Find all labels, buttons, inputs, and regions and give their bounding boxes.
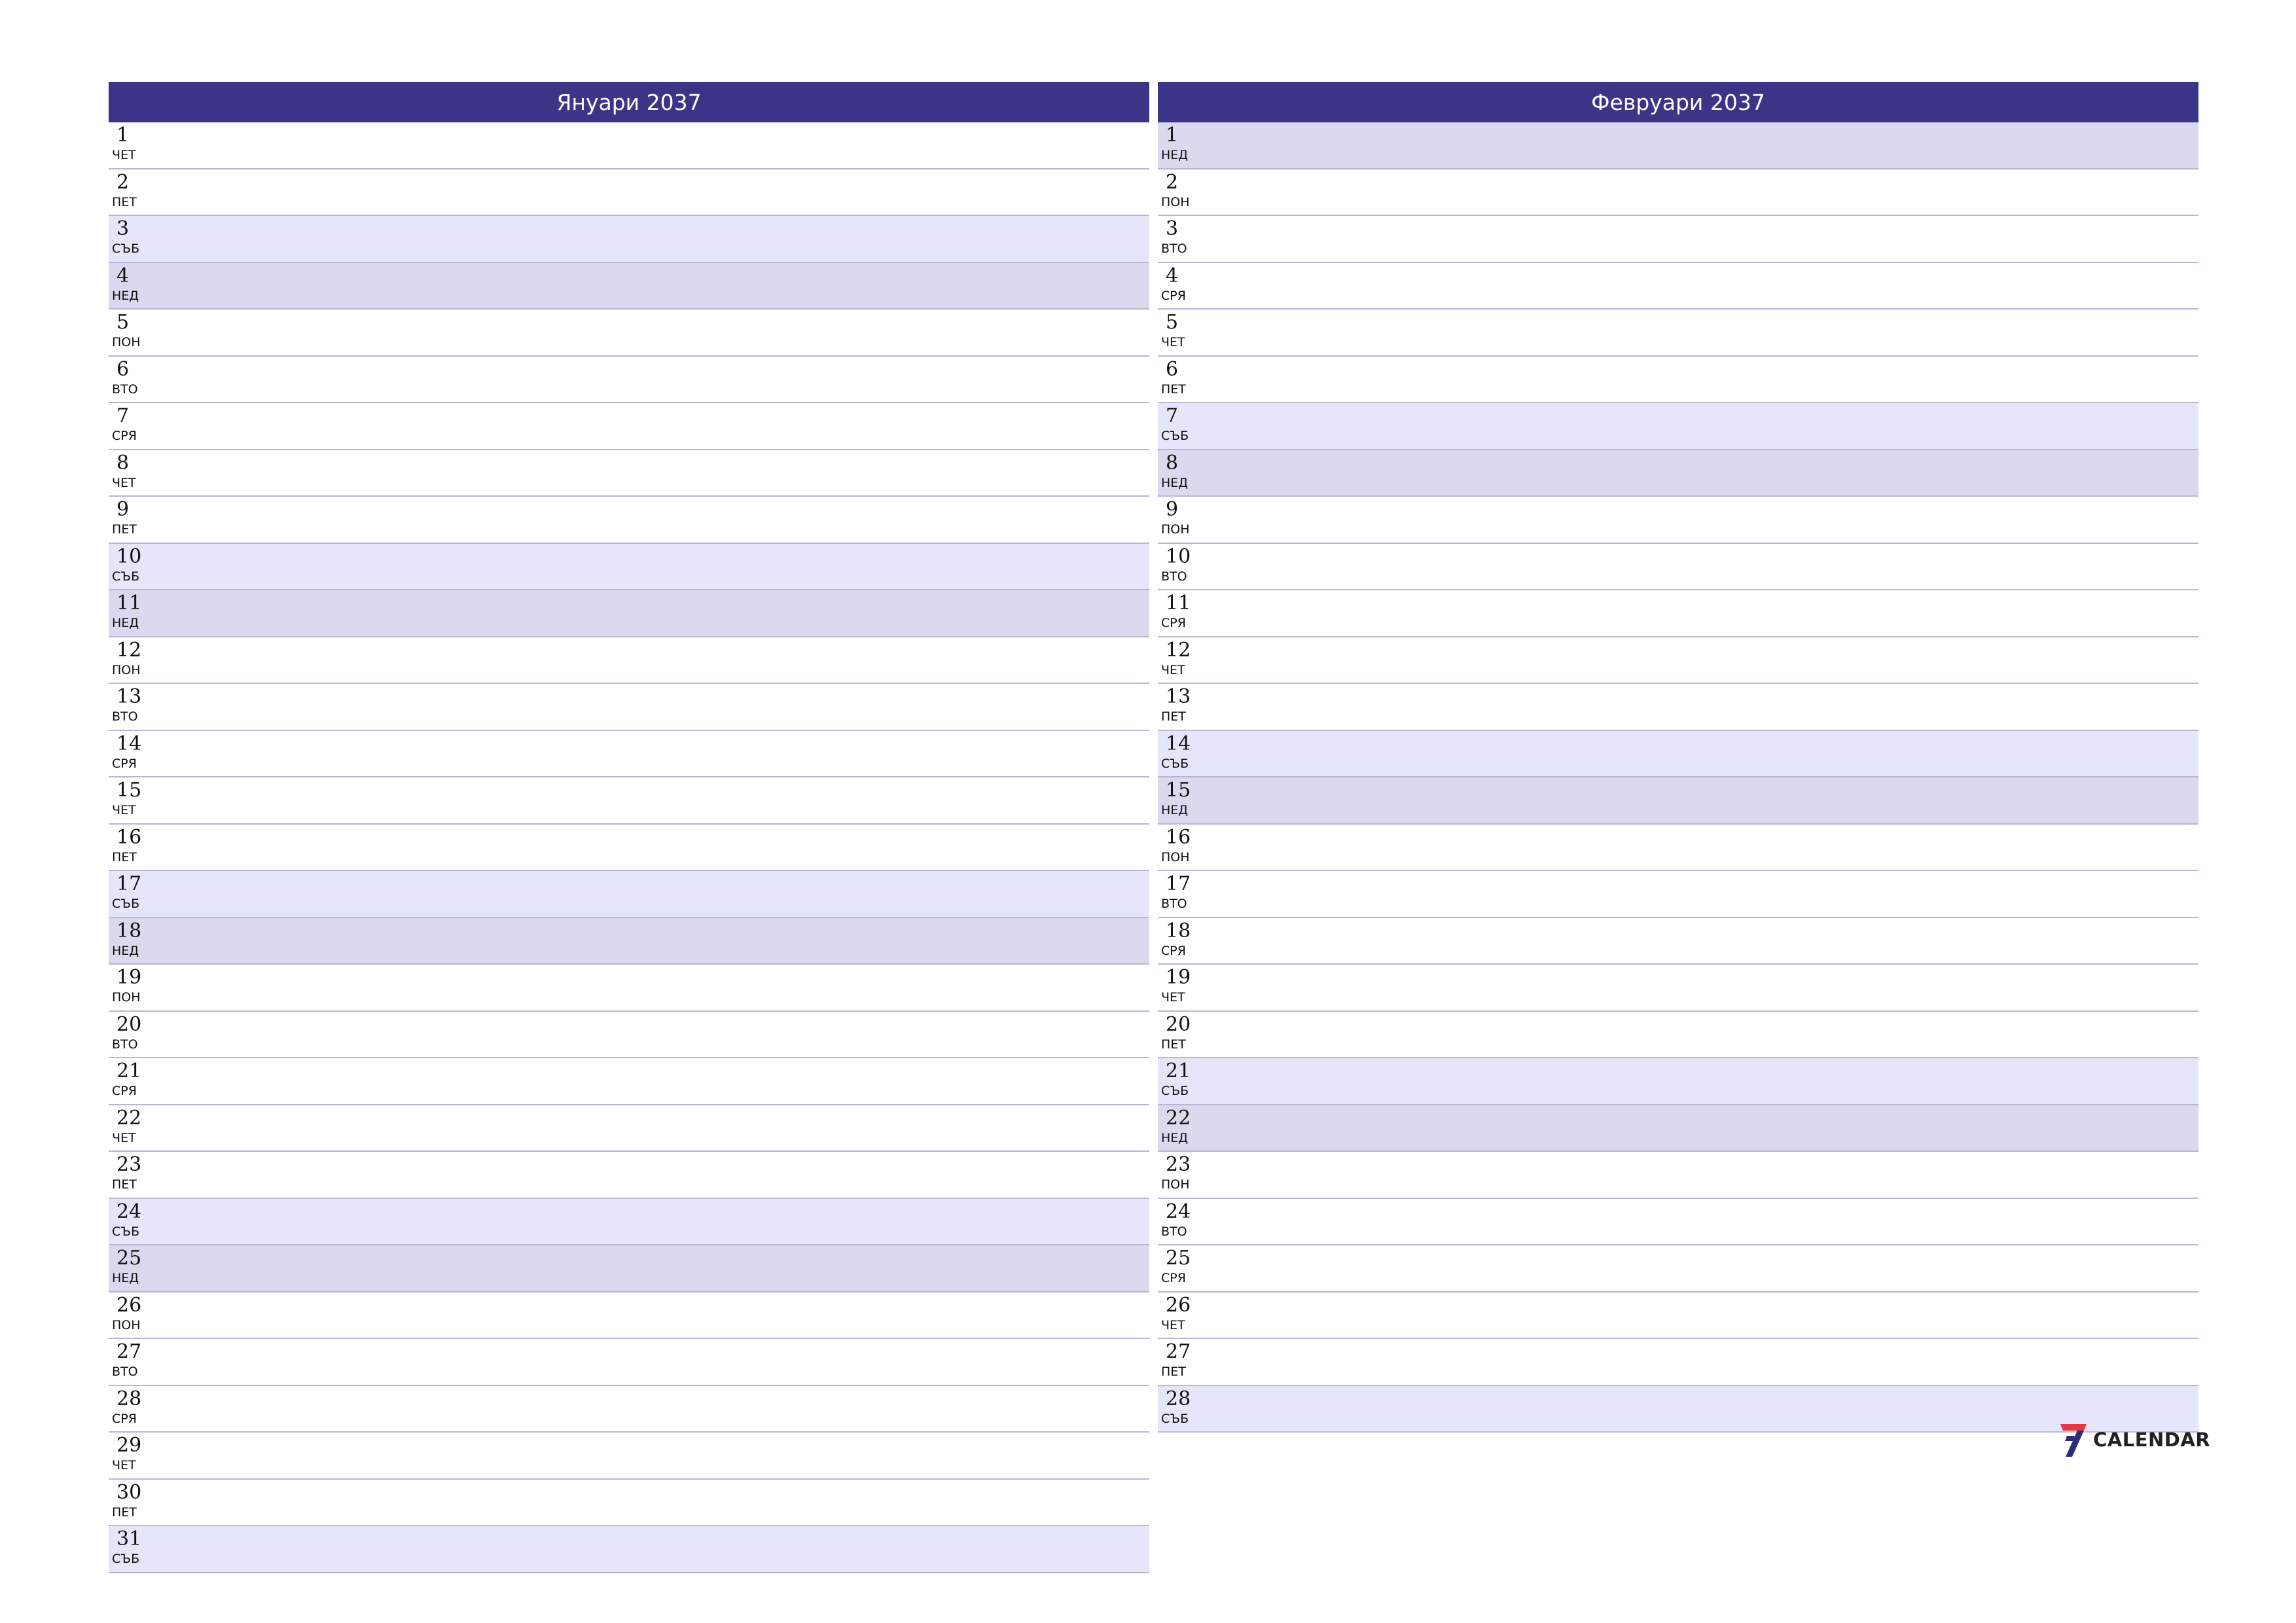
month-january — [109, 82, 1149, 1573]
day-number: 17 — [1166, 872, 1191, 895]
weekday-label: СЪБ — [1161, 429, 1189, 443]
day-row — [109, 357, 1149, 404]
day-row — [1158, 1339, 2198, 1386]
day-row — [109, 1339, 1149, 1386]
day-row — [109, 403, 1149, 450]
day-row — [109, 637, 1149, 685]
day-row — [1158, 1386, 2198, 1433]
day-row — [1158, 684, 2198, 731]
day-number: 8 — [117, 451, 130, 474]
day-number: 2 — [117, 170, 130, 194]
weekday-label: ВТО — [112, 382, 138, 397]
day-number: 21 — [117, 1060, 142, 1082]
day-row — [1158, 1293, 2198, 1340]
weekday-label: ВТО — [112, 1037, 138, 1052]
day-number: 25 — [117, 1247, 142, 1270]
day-row — [1158, 122, 2198, 169]
day-row — [1158, 263, 2198, 310]
weekday-label: СЪБ — [112, 897, 140, 911]
weekday-label: СРЯ — [112, 429, 137, 443]
day-row — [109, 871, 1149, 918]
weekday-label: ПЕТ — [1161, 709, 1186, 724]
day-number: 10 — [117, 544, 142, 568]
day-number: 31 — [117, 1527, 142, 1550]
weekday-label: ПОН — [1161, 849, 1190, 865]
month-title: Февруари 2037 — [1158, 82, 2198, 122]
day-number: 28 — [1166, 1387, 1191, 1410]
day-number: 6 — [1166, 357, 1179, 381]
day-number: 12 — [117, 638, 142, 662]
month-february — [1158, 82, 2198, 1433]
day-row — [109, 825, 1149, 872]
weekday-label: СЪБ — [112, 241, 140, 256]
day-number: 13 — [1166, 685, 1191, 708]
weekday-label: ЧЕТ — [1161, 990, 1185, 1005]
day-row — [1158, 544, 2198, 591]
day-number: 29 — [117, 1434, 142, 1457]
day-row — [109, 122, 1149, 169]
day-row — [1158, 825, 2198, 872]
day-number: 23 — [1166, 1153, 1191, 1176]
day-row — [109, 684, 1149, 731]
weekday-label: ЧЕТ — [112, 1130, 136, 1145]
weekday-label: ВТО — [112, 709, 138, 724]
day-number: 10 — [1166, 544, 1191, 568]
day-number: 24 — [117, 1200, 142, 1223]
weekday-label: ПОН — [112, 990, 141, 1005]
day-row — [109, 1199, 1149, 1246]
day-row — [1158, 1199, 2198, 1246]
day-number: 1 — [1166, 124, 1179, 147]
day-number: 7 — [1166, 404, 1179, 427]
day-row — [109, 1245, 1149, 1293]
day-row — [109, 1105, 1149, 1152]
month-title: Януари 2037 — [109, 82, 1149, 122]
day-number: 15 — [117, 779, 142, 802]
day-number: 19 — [1166, 966, 1191, 989]
weekday-label: ЧЕТ — [112, 475, 136, 490]
seven-calendar-logo-icon — [2058, 1421, 2089, 1458]
day-list — [109, 122, 1149, 1573]
weekday-label: ЧЕТ — [112, 803, 136, 817]
day-row — [109, 1058, 1149, 1105]
weekday-label: СЪБ — [112, 569, 140, 584]
day-row — [109, 777, 1149, 825]
day-row — [1158, 216, 2198, 263]
weekday-label: СРЯ — [112, 1084, 137, 1098]
day-number: 21 — [1166, 1060, 1191, 1082]
day-number: 17 — [117, 872, 142, 895]
weekday-label: ВТО — [1161, 241, 1187, 256]
day-number: 22 — [117, 1106, 142, 1130]
day-number: 5 — [1166, 311, 1179, 334]
day-row — [109, 544, 1149, 591]
day-number: 20 — [117, 1012, 142, 1036]
day-row — [1158, 918, 2198, 965]
weekday-label: ПЕТ — [112, 522, 137, 537]
weekday-label: НЕД — [1161, 148, 1189, 162]
day-row — [1158, 310, 2198, 357]
weekday-label: СРЯ — [1161, 943, 1186, 958]
day-number: 24 — [1166, 1200, 1191, 1223]
weekday-label: ЧЕТ — [112, 148, 136, 162]
weekday-label: СРЯ — [112, 756, 137, 771]
weekday-label: СРЯ — [1161, 1271, 1186, 1285]
day-row — [1158, 357, 2198, 404]
day-row — [109, 965, 1149, 1012]
weekday-label: СЪБ — [1161, 1411, 1189, 1426]
day-number: 6 — [117, 357, 130, 381]
day-number: 7 — [117, 404, 130, 427]
weekday-label: ПОН — [112, 662, 141, 677]
day-row — [109, 216, 1149, 263]
day-number: 27 — [117, 1340, 142, 1363]
weekday-label: ВТО — [1161, 569, 1187, 584]
weekday-label: ВТО — [1161, 1224, 1187, 1239]
weekday-label: ПОН — [112, 335, 141, 349]
day-row — [109, 1526, 1149, 1573]
weekday-label: СЪБ — [1161, 1084, 1189, 1098]
day-number: 26 — [1166, 1293, 1191, 1317]
day-row — [109, 1386, 1149, 1433]
day-number: 4 — [1166, 264, 1179, 287]
logo-text: CALENDAR — [2093, 1429, 2211, 1451]
weekday-label: ПЕТ — [112, 1177, 137, 1192]
day-number: 18 — [117, 919, 142, 942]
weekday-label: ПЕТ — [112, 194, 137, 209]
day-number: 26 — [117, 1293, 142, 1317]
day-number: 14 — [1166, 732, 1191, 755]
weekday-label: ЧЕТ — [112, 1458, 136, 1472]
day-number: 23 — [117, 1153, 142, 1176]
day-row — [109, 918, 1149, 965]
weekday-label: ПЕТ — [1161, 1037, 1186, 1052]
day-row — [109, 1293, 1149, 1340]
weekday-label: ПОН — [112, 1317, 141, 1332]
day-number: 15 — [1166, 779, 1191, 802]
weekday-label: ПЕТ — [1161, 1364, 1186, 1379]
day-number: 30 — [117, 1480, 142, 1504]
weekday-label: ПОН — [1161, 522, 1190, 537]
brand-logo — [2058, 1420, 2210, 1459]
weekday-label: СЪБ — [112, 1224, 140, 1239]
day-number: 19 — [117, 966, 142, 989]
weekday-label: НЕД — [112, 616, 139, 630]
day-list — [1158, 122, 2198, 1433]
weekday-label: ВТО — [1161, 897, 1187, 911]
weekday-label: ЧЕТ — [1161, 1317, 1185, 1332]
day-number: 16 — [117, 825, 142, 849]
weekday-label: НЕД — [1161, 803, 1189, 817]
day-row — [1158, 497, 2198, 544]
day-number: 20 — [1166, 1012, 1191, 1036]
weekday-label: СЪБ — [112, 1552, 140, 1566]
day-number: 13 — [117, 685, 142, 708]
day-row — [109, 1433, 1149, 1480]
day-number: 9 — [117, 498, 130, 521]
day-number: 4 — [117, 264, 130, 287]
day-number: 9 — [1166, 498, 1179, 521]
day-row — [109, 731, 1149, 778]
weekday-label: ПЕТ — [1161, 382, 1186, 397]
day-number: 5 — [117, 311, 130, 334]
day-row — [1158, 450, 2198, 497]
day-number: 25 — [1166, 1247, 1191, 1270]
weekday-label: СРЯ — [1161, 288, 1186, 303]
day-number: 14 — [117, 732, 142, 755]
day-row — [1158, 871, 2198, 918]
day-row — [1158, 590, 2198, 637]
day-row — [1158, 731, 2198, 778]
day-number: 2 — [1166, 170, 1179, 194]
day-row — [109, 263, 1149, 310]
day-row — [1158, 1058, 2198, 1105]
day-number: 28 — [117, 1387, 142, 1410]
day-number: 18 — [1166, 919, 1191, 942]
day-row — [1158, 1245, 2198, 1293]
day-row — [1158, 1105, 2198, 1152]
day-row — [109, 169, 1149, 217]
weekday-label: СРЯ — [112, 1411, 137, 1426]
day-row — [109, 1012, 1149, 1059]
day-row — [1158, 403, 2198, 450]
day-number: 22 — [1166, 1106, 1191, 1130]
weekday-label: ПЕТ — [112, 1505, 137, 1520]
day-number: 3 — [1166, 217, 1179, 240]
weekday-label: ПОН — [1161, 1177, 1190, 1192]
day-row — [1158, 1152, 2198, 1199]
weekday-label: ВТО — [112, 1364, 138, 1379]
day-row — [109, 450, 1149, 497]
weekday-label: НЕД — [1161, 1130, 1189, 1145]
day-row — [1158, 777, 2198, 825]
day-number: 8 — [1166, 451, 1179, 474]
day-row — [1158, 1012, 2198, 1059]
day-row — [1158, 637, 2198, 685]
day-number: 27 — [1166, 1340, 1191, 1363]
day-row — [1158, 169, 2198, 217]
day-number: 11 — [1166, 592, 1191, 615]
day-number: 11 — [117, 592, 142, 615]
day-number: 16 — [1166, 825, 1191, 849]
weekday-label: ЧЕТ — [1161, 335, 1185, 349]
weekday-label: НЕД — [112, 288, 139, 303]
day-row — [109, 590, 1149, 637]
day-row — [109, 1152, 1149, 1199]
day-number: 12 — [1166, 638, 1191, 662]
day-row — [1158, 965, 2198, 1012]
weekday-label: НЕД — [112, 943, 139, 958]
day-row — [109, 1480, 1149, 1527]
weekday-label: НЕД — [112, 1271, 139, 1285]
day-number: 1 — [117, 124, 130, 147]
day-row — [109, 497, 1149, 544]
weekday-label: СЪБ — [1161, 756, 1189, 771]
weekday-label: ЧЕТ — [1161, 662, 1185, 677]
day-row — [109, 310, 1149, 357]
weekday-label: ПЕТ — [112, 849, 137, 865]
weekday-label: ПОН — [1161, 194, 1190, 209]
weekday-label: НЕД — [1161, 475, 1189, 490]
day-number: 3 — [117, 217, 130, 240]
weekday-label: СРЯ — [1161, 616, 1186, 630]
